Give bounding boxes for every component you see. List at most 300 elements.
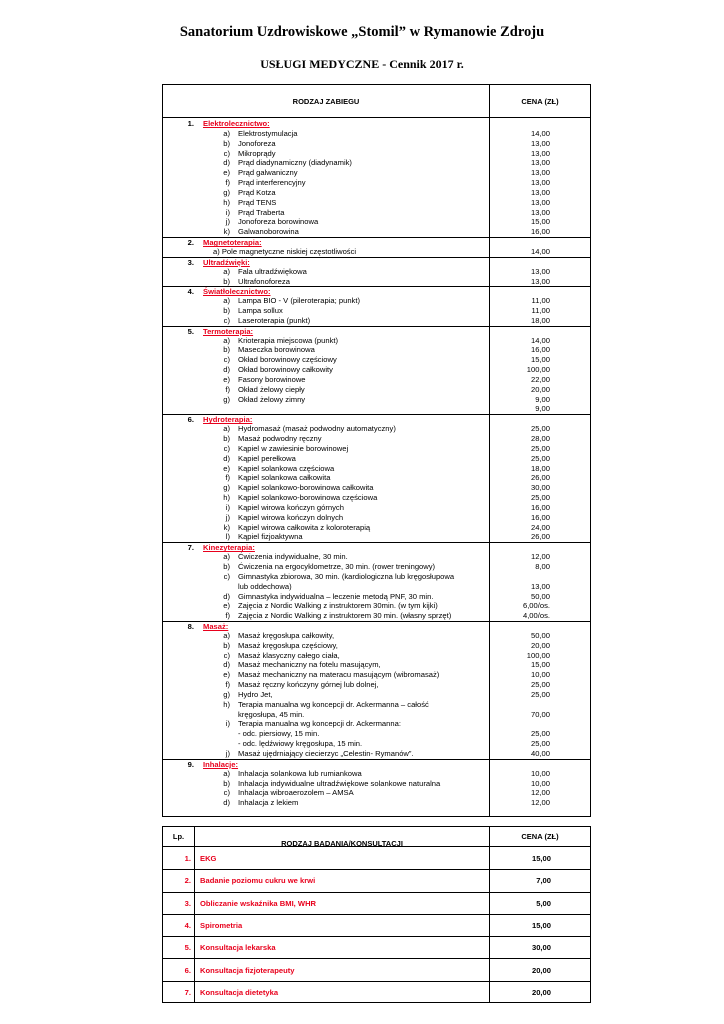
item-letter: d) [223, 660, 230, 670]
item-letter: h) [223, 493, 230, 503]
item-name: Masaż kręgosłupa częściowy, [238, 640, 338, 650]
item-letter: k) [223, 522, 230, 532]
table-row [163, 513, 590, 523]
item-price: 13,00 [530, 168, 550, 178]
item-letter: c) [223, 650, 230, 660]
table-row [163, 710, 590, 720]
consultation-price: 20,00 [531, 987, 551, 997]
item-name: Terapia manualna wg koncepcji dr. Ackermanna: [238, 719, 401, 729]
item-price: 25,00 [530, 453, 550, 463]
item-letter: g) [223, 483, 230, 493]
item-name: lub oddechowa) [238, 581, 292, 591]
section-row [163, 759, 590, 769]
item-letter: f) [225, 178, 230, 188]
consultation-name: Konsultacja fizjoterapeuty [200, 965, 295, 975]
item-name: Masaż mechaniczny na fotelu masującym, [238, 660, 381, 670]
section-row [163, 414, 590, 424]
item-letter: d) [223, 453, 230, 463]
item-letter: c) [223, 443, 230, 453]
item-price: 4,00/os. [522, 611, 550, 621]
item-price: 20,00 [530, 384, 550, 394]
consultations-table [162, 826, 591, 1003]
table-row [163, 798, 590, 808]
item-name: Kąpiel solankowo-borowinowa całkowita [238, 483, 374, 493]
row-number: 5. [184, 943, 191, 953]
item-letter: i) [225, 207, 230, 217]
table-row [163, 247, 590, 257]
table-row [163, 444, 590, 454]
table-row [163, 848, 590, 870]
item-price: 10,00 [530, 670, 550, 680]
item-price: 12,00 [530, 552, 550, 562]
consultation-price: 20,00 [531, 965, 551, 975]
treatments-list [163, 119, 590, 808]
row-number: 4. [184, 920, 191, 930]
item-name: Ćwiczenia indywidualne, 30 min. [238, 552, 348, 562]
item-price: 18,00 [530, 315, 550, 325]
item-name: Okład żelowy ciepły [238, 384, 305, 394]
item-price: 25,00 [530, 729, 550, 739]
table-row [163, 306, 590, 316]
item-name: Maseczka borowinowa [238, 345, 315, 355]
item-letter: a) [223, 335, 230, 345]
item-name: Masaż kręgosłupa całkowity, [238, 630, 335, 640]
item-name: Kąpiel fizjoaktywna [238, 532, 303, 542]
item-name: Gimnastyka indywidualna – leczenie metodą PNF, 30 min. [238, 591, 434, 601]
table-row [163, 345, 590, 355]
section-row [163, 119, 590, 129]
consultation-price: 15,00 [531, 854, 551, 863]
section-number: 5. [187, 326, 194, 336]
item-price: 25,00 [530, 689, 550, 699]
item-letter: a) [223, 630, 230, 640]
item-letter: b) [223, 778, 230, 788]
table-row [163, 336, 590, 346]
treatments-table [162, 84, 591, 817]
table-row [163, 572, 590, 582]
item-name: Prąd diadynamiczny (diadynamik) [238, 158, 352, 168]
row-number: 6. [184, 965, 191, 975]
item-name: Okład borowinowy całkowity [238, 365, 333, 375]
item-name: - odc. lędźwiowy kręgosłupa, 15 min. [238, 739, 363, 749]
item-name: Masaż mechaniczny na materacu masującym (wibromasaż) [238, 670, 440, 680]
table-header [163, 85, 590, 118]
item-letter: d) [223, 591, 230, 601]
table-row [163, 719, 590, 729]
table-row [163, 982, 590, 1004]
section-row [163, 286, 590, 296]
item-price: 24,00 [530, 522, 550, 532]
row-number: 7. [184, 987, 191, 997]
item-letter: b) [223, 345, 230, 355]
item-name: Ultrafonoforeza [238, 276, 290, 286]
item-name: Prąd Traberta [238, 207, 285, 217]
item-letter: c) [223, 571, 230, 581]
table-row [163, 523, 590, 533]
item-letter: k) [223, 227, 230, 237]
table-row [163, 217, 590, 227]
item-name: Lampa BIO - V (pileroterapia; punkt) [238, 296, 360, 306]
item-letter: b) [223, 306, 230, 316]
section-name: Termoterapia: [203, 326, 254, 336]
header-price: CENA (ZŁ) [521, 832, 559, 841]
section-number: 9. [187, 759, 194, 769]
item-name: Prąd Kotza [238, 187, 276, 197]
item-letter: d) [223, 798, 230, 808]
item-name: Inhalacja indywidualne ultradźwiękowe solankowe naturalna [238, 778, 441, 788]
item-letter: b) [223, 434, 230, 443]
item-price: 20,00 [530, 640, 550, 650]
item-price: 13,00 [530, 187, 550, 197]
item-price: 26,00 [530, 532, 550, 542]
item-name: Inhalacja wibroaerozolem – AMSA [238, 788, 354, 798]
table-row [163, 158, 590, 168]
table-row [163, 375, 590, 385]
header-lp: Lp. [172, 832, 185, 841]
table-row [163, 729, 590, 739]
table-row [163, 296, 590, 306]
item-letter: b) [223, 561, 230, 571]
item-name: - odc. piersiowy, 15 min. [238, 729, 320, 739]
item-price: 26,00 [530, 473, 550, 483]
table-row [163, 690, 590, 700]
item-letter: d) [223, 158, 230, 168]
item-name: Kąpiel solankowo-borowinowa częściowa [238, 493, 378, 503]
table-row [163, 601, 590, 611]
table-row [163, 562, 590, 572]
item-name: Laseroterapia (punkt) [238, 315, 311, 325]
item-price: 10,00 [530, 778, 550, 788]
table-row [163, 493, 590, 503]
table-row [163, 355, 590, 365]
table-row [163, 788, 590, 798]
item-name: Inhalacja solankowa lub rumiankowa [238, 768, 362, 778]
table-row [163, 464, 590, 474]
item-price: 22,00 [530, 374, 550, 384]
table-row [163, 473, 590, 483]
section-row [163, 237, 590, 247]
row-number: 2. [184, 876, 191, 886]
item-price: 12,00 [530, 798, 550, 808]
table-row [163, 582, 590, 592]
item-letter: e) [223, 374, 230, 384]
table-row [163, 503, 590, 513]
section-name: Magnetoterapia: [203, 238, 262, 248]
item-name: Fasony borowinowe [238, 374, 306, 384]
header-consultation-type: RODZAJ BADANIA/KONSULTACJI [281, 839, 403, 848]
table-row [163, 641, 590, 651]
item-price: 16,00 [530, 227, 550, 237]
row-number: 3. [184, 898, 191, 908]
header-treatment-type: RODZAJ ZABIEGU [292, 97, 360, 106]
item-price: 16,00 [530, 512, 550, 522]
item-price: 18,00 [530, 463, 550, 473]
section-name: Kinezyterapia: [203, 543, 255, 553]
item-letter: i) [225, 719, 230, 729]
item-name: Galwanoborowina [238, 227, 299, 237]
section-number: 7. [187, 543, 194, 553]
table-row [163, 749, 590, 759]
section-row [163, 621, 590, 631]
item-letter: e) [223, 463, 230, 473]
item-price: 8,00 [535, 561, 550, 571]
table-row [163, 316, 590, 326]
item-letter: a) [223, 296, 230, 306]
item-name: Terapia manualna wg koncepcji dr. Ackermanna – całość [238, 699, 429, 709]
item-price: 12,00 [530, 788, 550, 798]
item-name: Kąpiel wirowa całkowita z koloroterapią [238, 522, 371, 532]
table-row [163, 680, 590, 690]
section-name: Ultradźwięki: [203, 257, 250, 267]
consultation-name: Konsultacja lekarska [200, 943, 276, 953]
item-letter: a) [223, 266, 230, 276]
table-row [163, 267, 590, 277]
consultation-name: Konsultacja dietetyka [200, 987, 279, 997]
item-letter: g) [223, 394, 230, 404]
item-name: Zajęcia z Nordic Walking z instruktorem 30 min. (własny sprzęt) [238, 611, 452, 621]
table-row [163, 139, 590, 149]
item-name: Masaż podwodny ręczny [238, 434, 322, 443]
item-letter: a) [223, 424, 230, 434]
item-name: Gimnastyka zbiorowa, 30 min. (kardiologiczna lub kręgosłupowa [238, 571, 455, 581]
table-row [163, 651, 590, 661]
section-name: Elektrolecznictwo: [203, 119, 270, 128]
item-price: 13,00 [530, 207, 550, 217]
consultation-price: 30,00 [531, 943, 551, 953]
item-letter: b) [223, 276, 230, 286]
table-row [163, 670, 590, 680]
item-name: Prąd interferencyjny [238, 178, 306, 188]
document-title: Sanatorium Uzdrowiskowe „Stomil” w Rymanowie Zdroju [179, 24, 545, 40]
item-price: 25,00 [530, 493, 550, 503]
item-letter: i) [225, 502, 230, 512]
header-price: CENA (ZŁ) [521, 97, 559, 106]
consultation-name: Obliczanie wskaźnika BMI, WHR [200, 898, 317, 908]
table-row [163, 631, 590, 641]
item-price: 6,00/os. [522, 601, 550, 611]
table-row [163, 779, 590, 789]
table-row [163, 424, 590, 434]
item-name: Kąpiel perełkowa [238, 453, 296, 463]
item-letter: d) [223, 365, 230, 375]
item-name: Jonoforeza borowinowa [238, 217, 319, 227]
item-price: 25,00 [530, 680, 550, 690]
item-letter: f) [225, 473, 230, 483]
item-price: 50,00 [530, 630, 550, 640]
item-price: 25,00 [530, 443, 550, 453]
item-name: Krioterapia miejscowa (punkt) [238, 335, 339, 345]
item-letter: h) [223, 699, 230, 709]
item-price: 40,00 [530, 749, 550, 758]
section-number: 4. [187, 287, 194, 297]
item-name: Elektrostymulacja [238, 128, 298, 138]
table-row [163, 592, 590, 602]
item-name: Okład żelowy zimny [238, 394, 306, 404]
table-row [163, 149, 590, 159]
item-price: 13,00 [530, 266, 550, 276]
item-name: Lampa sollux [238, 306, 283, 316]
consultation-price: 7,00 [536, 876, 551, 886]
item-letter: j) [225, 217, 230, 227]
item-name: Hydromasaż (masaż podwodny automatyczny) [238, 424, 396, 434]
item-price: 16,00 [530, 345, 550, 355]
section-row [163, 542, 590, 552]
item-price: 10,00 [530, 768, 550, 778]
item-price: 25,00 [530, 424, 550, 434]
item-letter: b) [223, 640, 230, 650]
item-letter: f) [225, 384, 230, 394]
table-row [163, 483, 590, 493]
item-letter: c) [223, 148, 230, 158]
table-row [163, 385, 590, 395]
item-name: a) Pole magnetyczne niskiej częstotliwości [213, 246, 357, 256]
table-row [163, 178, 590, 188]
item-letter: c) [223, 788, 230, 798]
item-price: 11,00 [531, 296, 550, 306]
table-row [163, 739, 590, 749]
table-row [163, 552, 590, 562]
item-name: Mikroprądy [238, 148, 276, 158]
table-header [163, 827, 590, 847]
table-row [163, 277, 590, 287]
item-name: Masaż ręczny kończyny górnej lub dolnej, [238, 680, 379, 690]
item-price: 13,00 [530, 158, 550, 168]
item-name: Prąd TENS [238, 197, 277, 207]
section-name: Inhalacje: [203, 759, 239, 769]
item-price: 15,00 [530, 355, 550, 365]
item-name: Ćwiczenia na ergocyklometrze, 30 min. (rower treningowy) [238, 561, 436, 571]
item-name: Kąpiel solankowa częściowa [238, 463, 335, 473]
item-price: 9,00 [535, 404, 550, 414]
table-row [163, 532, 590, 542]
section-number: 8. [187, 622, 194, 632]
consultation-name: Badanie poziomu cukru we krwi [200, 876, 316, 886]
item-price: 25,00 [530, 739, 550, 749]
item-letter: a) [223, 552, 230, 562]
item-name: Kąpiel w zawiesinie borowinowej [238, 443, 349, 453]
section-number: 3. [187, 257, 194, 267]
item-price: 13,00 [530, 197, 550, 207]
item-name: Kąpiel wirowa kończyn górnych [238, 502, 344, 512]
item-letter: g) [223, 689, 230, 699]
consultation-name: Spirometria [200, 920, 243, 930]
item-letter: e) [223, 168, 230, 178]
item-letter: c) [223, 355, 230, 365]
item-letter: g) [223, 187, 230, 197]
consultation-name: EKG [200, 854, 217, 863]
table-row [163, 454, 590, 464]
item-price: 15,00 [530, 217, 550, 227]
item-name: Hydro Jet, [238, 689, 273, 699]
table-row [163, 227, 590, 237]
item-letter: f) [225, 680, 230, 690]
item-price: 14,00 [530, 335, 550, 345]
section-name: Hydroterapia: [203, 415, 253, 425]
item-letter: j) [225, 749, 230, 758]
item-letter: c) [223, 315, 230, 325]
table-row [163, 168, 590, 178]
item-price: 70,00 [530, 709, 550, 719]
item-letter: f) [225, 611, 230, 621]
item-letter: a) [223, 768, 230, 778]
item-price: 11,00 [531, 306, 550, 316]
item-letter: e) [223, 670, 230, 680]
item-name: Kąpiel wirowa kończyn dolnych [238, 512, 344, 522]
item-price: 100,00 [526, 650, 550, 660]
table-row [163, 700, 590, 710]
item-price: 9,00 [535, 394, 550, 404]
section-row [163, 326, 590, 336]
table-row [163, 434, 590, 444]
table-row [163, 198, 590, 208]
section-number: 2. [187, 238, 194, 248]
section-number: 6. [187, 415, 194, 425]
item-price: 15,00 [530, 660, 550, 670]
table-row [163, 208, 590, 218]
item-price: 13,00 [530, 148, 550, 158]
item-price: 16,00 [530, 502, 550, 512]
item-name: Kąpiel solankowa całkowita [238, 473, 331, 483]
item-price: 28,00 [530, 434, 550, 443]
item-letter: a) [223, 128, 230, 138]
item-letter: j) [225, 512, 230, 522]
consultation-price: 5,00 [536, 898, 551, 908]
item-price: 13,00 [530, 276, 550, 286]
table-row [163, 915, 590, 937]
item-name: kręgosłupa, 45 min. [238, 709, 305, 719]
table-row [163, 870, 590, 892]
consultation-price: 15,00 [531, 920, 551, 930]
table-row [163, 660, 590, 670]
item-letter: h) [223, 197, 230, 207]
section-name: Światłolecznictwo: [203, 287, 271, 297]
item-price: 14,00 [530, 128, 550, 138]
item-price: 13,00 [530, 178, 550, 188]
table-row [163, 769, 590, 779]
item-price: 100,00 [526, 365, 550, 375]
table-row [163, 365, 590, 375]
table-row [163, 937, 590, 959]
item-price: 14,00 [530, 246, 550, 256]
table-row [163, 960, 590, 982]
item-price: 50,00 [530, 591, 550, 601]
section-row [163, 257, 590, 267]
item-letter: b) [223, 138, 230, 148]
item-name: Masaż klasyczny całego ciała, [238, 650, 340, 660]
row-number: 1. [184, 854, 191, 863]
item-name: Okład borowinowy częściowy [238, 355, 337, 365]
item-name: Inhalacja z lekiem [238, 798, 299, 808]
item-name: Zajęcia z Nordic Walking z instruktorem 30min. (w tym kijki) [238, 601, 438, 611]
item-price: 30,00 [530, 483, 550, 493]
item-letter: e) [223, 601, 230, 611]
item-name: Masaż ujędrniający ciecierzyc „Celestin- Rymanów”. [238, 749, 414, 758]
table-row [163, 129, 590, 139]
item-letter: l) [225, 532, 230, 542]
document-subtitle: USŁUGI MEDYCZNE - Cennik 2017 r. [260, 57, 464, 71]
section-number: 1. [187, 119, 194, 128]
table-row [163, 404, 590, 414]
item-name: Fala ultradźwiękowa [238, 266, 307, 276]
table-row [163, 893, 590, 915]
table-row [163, 188, 590, 198]
table-row [163, 611, 590, 621]
item-name: Jonoforeza [238, 138, 276, 148]
item-name: Prąd galwaniczny [238, 168, 298, 178]
table-row [163, 395, 590, 405]
item-price: 13,00 [530, 581, 550, 591]
section-name: Masaż: [203, 622, 229, 632]
